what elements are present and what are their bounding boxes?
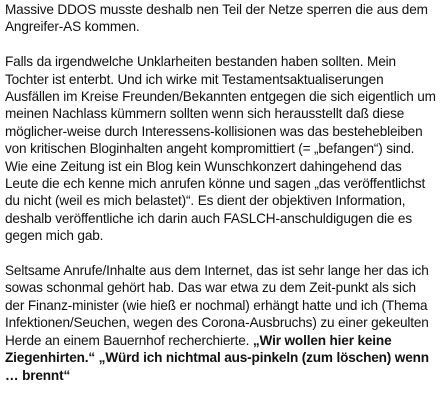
- paragraph-strange-calls: [5, 262, 437, 384]
- paragraph-text: Seltsame Anrufe/Inhalte aus dem Internet, das ist sehr lange her das ich sowas schonmal gehört hab. Das war etwa zu dem Zeit-punkt als sich der Finanz-minister (wie hieß er nochmal) erhängt hatte und ich (Thema Infektionen/Seuchen, wegen des Corona-Ausbruchs) zu einer gekeulten Herde an einem Bauernhof recherchierte.: [5, 263, 429, 348]
- paragraph-ddos: [5, 1, 437, 36]
- paragraph-inheritance: [5, 53, 437, 244]
- paragraph-text: Massive DDOS musste deshalb nen Teil der Netze sperren die aus dem Angreifer-AS kommen.: [5, 2, 428, 35]
- bold-quote: „Wir wollen hier keine Ziegenhirten.“ „Würd ich nichtmal aus-pinkeln (zum löschen) wenn … brennt“: [5, 332, 429, 383]
- paragraph-text: Falls da irgendwelche Unklarheiten bestanden haben sollten. Mein Tochter ist enterbt. Und ich wirke mit Testamentsaktualiserungen Ausfällen im Kreise Freunden/Bekannten entgegen die sich eigentlich um meinen Nachlass kümmern sollten wenn sich herausstellt daß diese möglicher-weise durch Interessens-kollisionen was das bestehebleiben von kritischen Bloginhalten angeht kompromittiert (= „befangen“) sind. Wie eine Zeitung ist ein Blog kein Wunschkonzert dahingehend das Leute die ech kenne mich anrufen könne und sagen „das veröffentlichst du nicht (weil es mich belastet)“. Es dient der objektiven Information, deshalb veröffentliche ich darin auch FASLCH-anschuldigugen die es gegen mich gab.: [5, 54, 436, 244]
